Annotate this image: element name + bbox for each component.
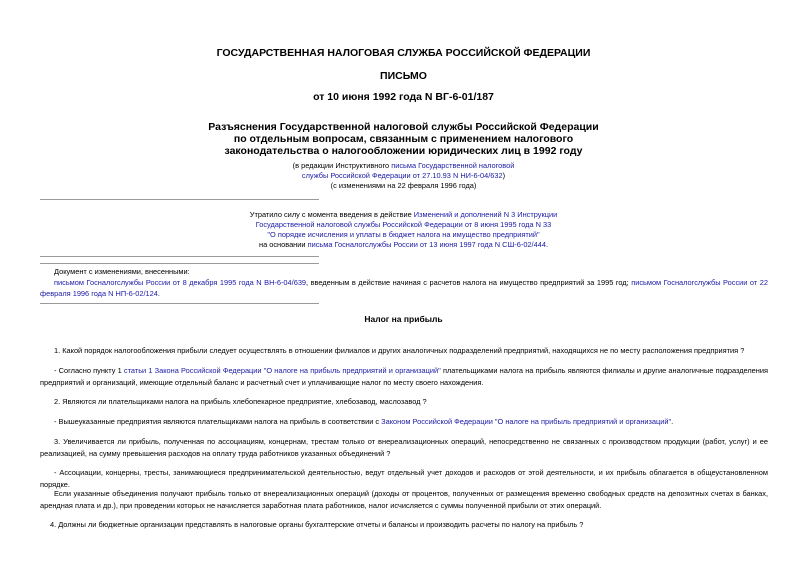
- question-2-text: 2. Являются ли плательщиками налога на прибыль хлебопекарное предприятие, хлебозавод, маслозавод ?: [54, 397, 427, 406]
- amendment-link-2[interactable]: письмом Госналогслужбы России от 22 февраля 1996 года N НП-6-02/124: [40, 278, 768, 298]
- edition-suffix: ): [502, 171, 506, 180]
- repeal-link-1[interactable]: Изменений и дополнений N 3 Инструкции: [413, 210, 558, 219]
- answer-1-link[interactable]: статьи 1 Закона Российской Федерации "О налоге на прибыль предприятий и организаций": [123, 366, 441, 375]
- title-line-2: по отдельным вопросам, связанным с применением налогового: [233, 133, 574, 145]
- amendments-intro: Документ с изменениями, внесенными:: [54, 267, 190, 276]
- doc-type: ПИСЬМО: [380, 70, 427, 82]
- divider: [40, 199, 319, 200]
- repeal-line4-prefix: на основании: [258, 240, 308, 249]
- repeal-note: [0, 210, 807, 250]
- edition-note: [0, 161, 807, 191]
- edition-prefix: (в редакции Инструктивного: [292, 161, 392, 170]
- answer-2-link[interactable]: Законом Российской Федерации "О налоге на прибыль предприятий и организаций": [381, 417, 672, 426]
- answer-1: [40, 365, 768, 388]
- repeal-prefix: Утратило силу с момента введения в действие: [249, 210, 414, 219]
- title-line-3: законодательства о налогообложении юридических лиц в 1992 году: [224, 145, 583, 157]
- edition-changes: (с изменениями на 22 февраля 1996 года): [330, 181, 477, 190]
- document-title: [0, 121, 807, 157]
- question-2: [40, 396, 768, 408]
- divider: [40, 256, 319, 257]
- question-4: [40, 519, 768, 531]
- answer-2: [40, 416, 768, 428]
- amendment-mid: , введенным в действие начиная с расчетов налога на имущество предприятий за 1995 год;: [306, 278, 632, 287]
- answer-2-suffix: .: [671, 417, 674, 426]
- answer-2-prefix: - Вышеуказанные предприятия являются плательщиками налога на прибыль в соответствии с: [54, 417, 382, 426]
- agency-name: ГОСУДАРСТВЕННАЯ НАЛОГОВАЯ СЛУЖБА РОССИЙСКОЙ ФЕДЕРАЦИИ: [216, 47, 591, 59]
- answer-3b-text: Если указанные объединения получают прибыль только от внереализационных операций (доходы от процентов, полученных от размещения временно свободных средств на депозитных счетах в банках, арендная плата и др.), при проведении которых не начисляется заработная плата работников, налог исчисляется с суммы полученной прибыли от этих операций.: [40, 489, 768, 510]
- amendment-link-1[interactable]: письмом Госналогслужбы России от 8 декабря 1995 года N ВН-6-04/639: [54, 278, 307, 287]
- repeal-link-3[interactable]: "О порядке исчисления и уплаты в бюджет налога на имущество предприятий": [267, 230, 540, 239]
- answer-1-suffix: плательщиками налога на прибыль являются филиалы и другие аналогичные подразделения предприятий и организаций, имеющие отдельный баланс и расчетный счет и уплачивающие налог по месту своего нахождения.: [40, 366, 769, 387]
- amendment-end: .: [157, 289, 160, 298]
- divider: [40, 303, 319, 304]
- answer-3: [40, 467, 768, 490]
- answer-3b: [40, 488, 768, 511]
- question-3: [40, 436, 768, 459]
- question-1: [40, 345, 768, 357]
- doc-date-number: от 10 июня 1992 года N ВГ-6-01/187: [313, 91, 494, 103]
- question-4-text: 4. Должны ли бюджетные организации представлять в налоговые органы бухгалтерские отчеты и балансы и производить расчеты по налогу на прибыль ?: [50, 520, 584, 529]
- edition-link-2[interactable]: службы Российской Федерации от 27.10.93 N НИ-6-04/632: [301, 171, 503, 180]
- title-line-1: Разъяснения Государственной налоговой службы Российской Федерации: [208, 121, 599, 133]
- section-title: Налог на прибыль: [364, 314, 443, 324]
- answer-3-text: - Ассоциации, концерны, тресты, занимающиеся предпринимательской деятельностью, ведут отдельный учет доходов и расходов от этой деятельности, и их прибыль облагается в общеустановленном порядке.: [40, 468, 768, 489]
- repeal-line4-suffix: .: [545, 240, 548, 249]
- divider: [40, 263, 319, 264]
- question-1-text: 1. Какой порядок налогообложения прибыли следует осуществлять в отношении филиалов и других аналогичных подразделений предприятий, находящихся не по месту расположения предприятия ?: [54, 346, 745, 355]
- question-3-text: 3. Увеличивается ли прибыль, полученная по ассоциациям, концернам, трестам только от внереализационных операций, непосредственно не связанных с производством продукции (работ, услуг) и ее реализацией, на сумму превышения расходов на оплату труда работников указанных объединений ?: [40, 437, 768, 458]
- answer-1-prefix: - Согласно пункту 1: [54, 366, 124, 375]
- amendments-text: [40, 277, 768, 299]
- repeal-link-2[interactable]: Государственной налоговой службы Российской Федерации от 8 июня 1995 года N 33: [255, 220, 552, 229]
- edition-link-1[interactable]: письма Государственной налоговой: [391, 161, 515, 170]
- repeal-link-4[interactable]: письма Госналогслужбы России от 13 июня 1997 года N СШ-6-02/444: [307, 240, 546, 249]
